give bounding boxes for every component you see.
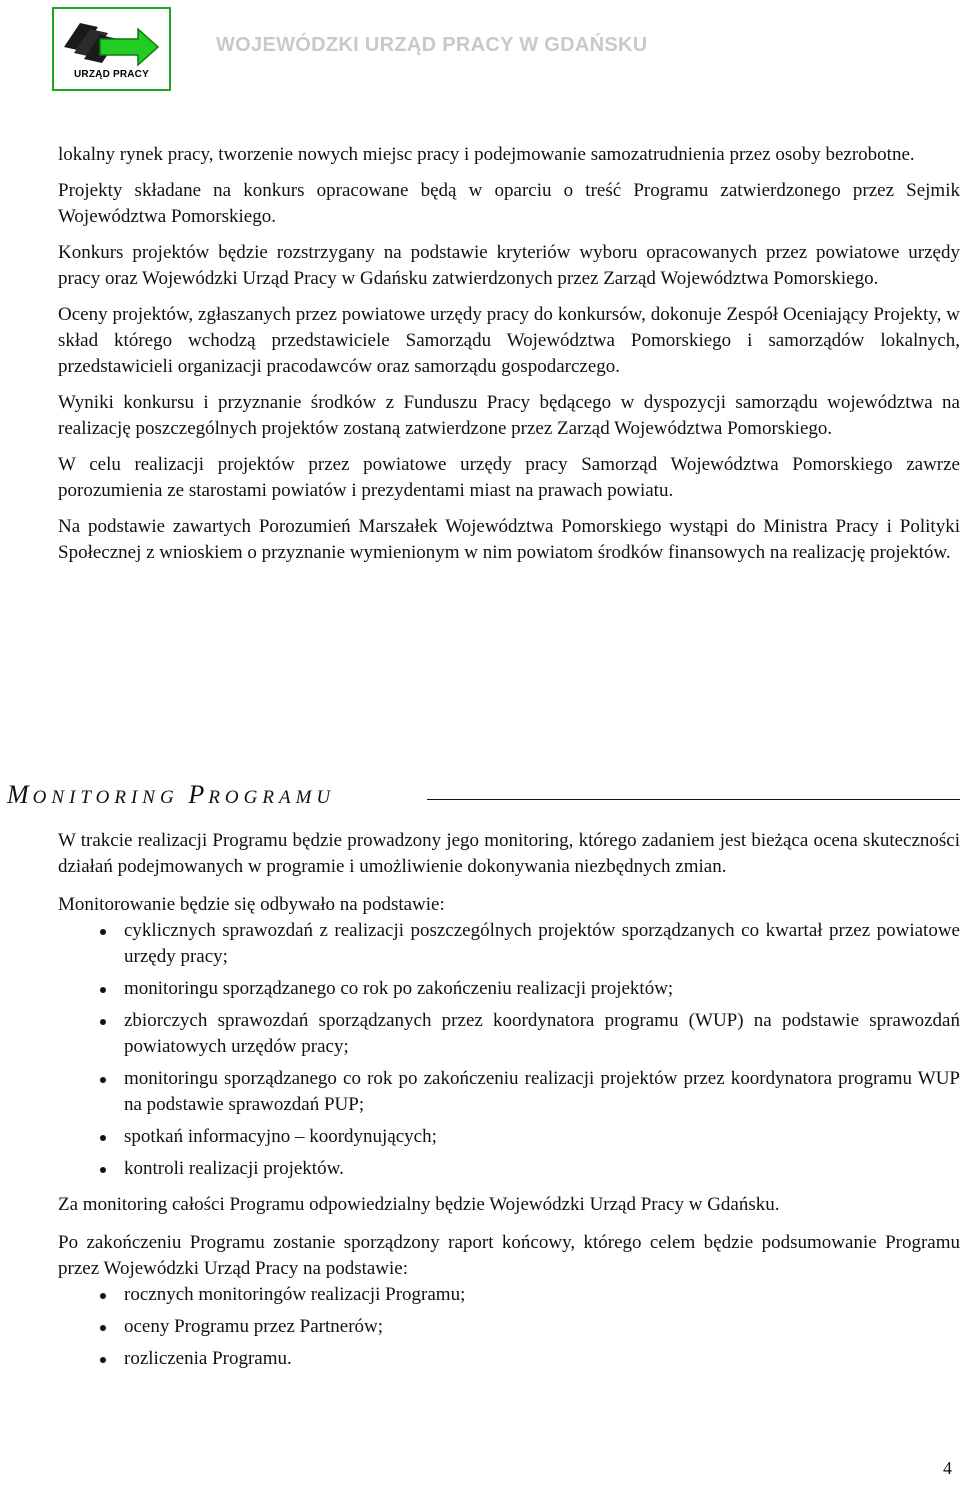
responsible-paragraph: Za monitoring całości Programu odpowiedzialny będzie Wojewódzki Urząd Pracy w Gdańsku. xyxy=(58,1194,780,1215)
bullet-icon xyxy=(100,1019,106,1025)
bullet-icon xyxy=(100,929,106,935)
monitoring-intro: W trakcie realizacji Programu będzie prowadzony jego monitoring, którego zadaniem jest bieżąca ocena skuteczności działań podejmowanych w programie i umożliwienie dokonywania niezbędnych zmian. xyxy=(58,830,960,877)
bullet-icon xyxy=(100,1167,106,1173)
list-item: oceny Programu przez Partnerów; xyxy=(0,1314,960,1340)
list-item: monitoringu sporządzanego co rok po zakończeniu realizacji projektów przez koordynatora programu WUP na podstawie sprawozdań PUP; xyxy=(0,1066,960,1118)
main-content xyxy=(58,142,960,566)
paragraph: W celu realizacji projektów przez powiatowe urzędy pracy Samorząd Województwa Pomorskiego zawrze porozumienia ze starostami powiatów i prezydentami miast na prawach powiatu. xyxy=(58,454,960,501)
bullet-icon xyxy=(100,1293,106,1299)
section-heading xyxy=(7,780,960,810)
basis-label: Monitorowanie będzie się odbywało na podstawie: xyxy=(58,894,445,915)
list-item: rocznych monitoringów realizacji Programu; xyxy=(0,1282,960,1308)
section-rule xyxy=(427,799,960,800)
list-item: cyklicznych sprawozdań z realizacji poszczególnych projektów sporządzanych co kwartał przez powiatowe urzędy pracy; xyxy=(0,918,960,970)
report-list xyxy=(0,1282,960,1372)
list-item: rozliczenia Programu. xyxy=(0,1346,960,1372)
basis-list xyxy=(0,918,960,1182)
list-item: kontroli realizacji projektów. xyxy=(0,1156,960,1182)
bullet-icon xyxy=(100,1135,106,1141)
paragraph: Wyniki konkursu i przyznanie środków z Funduszu Pracy będącego w dyspozycji samorządu województwa na realizację poszczególnych projektów zostaną zatwierdzone przez Zarząd Województwa Pomorskiego. xyxy=(58,392,960,439)
header-title: WOJEWÓDZKI URZĄD PRACY W GDAŃSKU xyxy=(216,34,648,56)
bullet-icon xyxy=(100,1077,106,1083)
paragraph: Projekty składane na konkurs opracowane będą w oparciu o treść Programu zatwierdzonego przez Sejmik Województwa Pomorskiego. xyxy=(58,180,960,227)
list-item: zbiorczych sprawozdań sporządzanych przez koordynatora programu (WUP) na podstawie sprawozdań powiatowych urzędów pracy; xyxy=(0,1008,960,1060)
list-item: monitoringu sporządzanego co rok po zakończeniu realizacji projektów; xyxy=(0,976,960,1002)
page-header xyxy=(52,7,932,93)
page-number: 4 xyxy=(943,1458,952,1478)
bullet-icon xyxy=(100,1357,106,1363)
list-item: spotkań informacyjno – koordynujących; xyxy=(0,1124,960,1150)
bullet-icon xyxy=(100,1325,106,1331)
paragraph: Na podstawie zawartych Porozumień Marszałek Województwa Pomorskiego wystąpi do Ministra Pracy i Polityki Społecznej z wnioskiem o przyznanie wymienionym w nim powiatom środków finansowych na realizację projektów. xyxy=(58,516,960,563)
report-label: Po zakończeniu Programu zostanie sporządzony raport końcowy, którego celem będzie podsumowanie Programu przez Wojewódzki Urząd Pracy na podstawie: xyxy=(58,1232,960,1279)
urzad-pracy-logo xyxy=(52,7,171,91)
monitoring-content xyxy=(58,828,960,1372)
paragraph: lokalny rynek pracy, tworzenie nowych miejsc pracy i podejmowanie samozatrudnienia przez osoby bezrobotne. xyxy=(58,144,915,165)
logo-text: URZĄD PRACY xyxy=(74,69,149,80)
paragraph: Konkurs projektów będzie rozstrzygany na podstawie kryteriów wyboru opracowanych przez powiatowe urzędy pracy oraz Wojewódzki Urząd Pracy w Gdańsku zatwierdzonych przez Zarząd Województwa Pomorskiego. xyxy=(58,242,960,289)
section-title: MONITORING PROGRAMU xyxy=(7,780,339,810)
paragraph: Oceny projektów, zgłaszanych przez powiatowe urzędy pracy do konkursów, dokonuje Zespół Oceniający Projekty, w skład którego wchodzą przedstawiciele Samorządu Województwa Pomorskiego i samorządów lokalnych, przedstawicieli organizacji pracodawców oraz samorządu gospodarczego. xyxy=(58,304,960,377)
bullet-icon xyxy=(100,987,106,993)
